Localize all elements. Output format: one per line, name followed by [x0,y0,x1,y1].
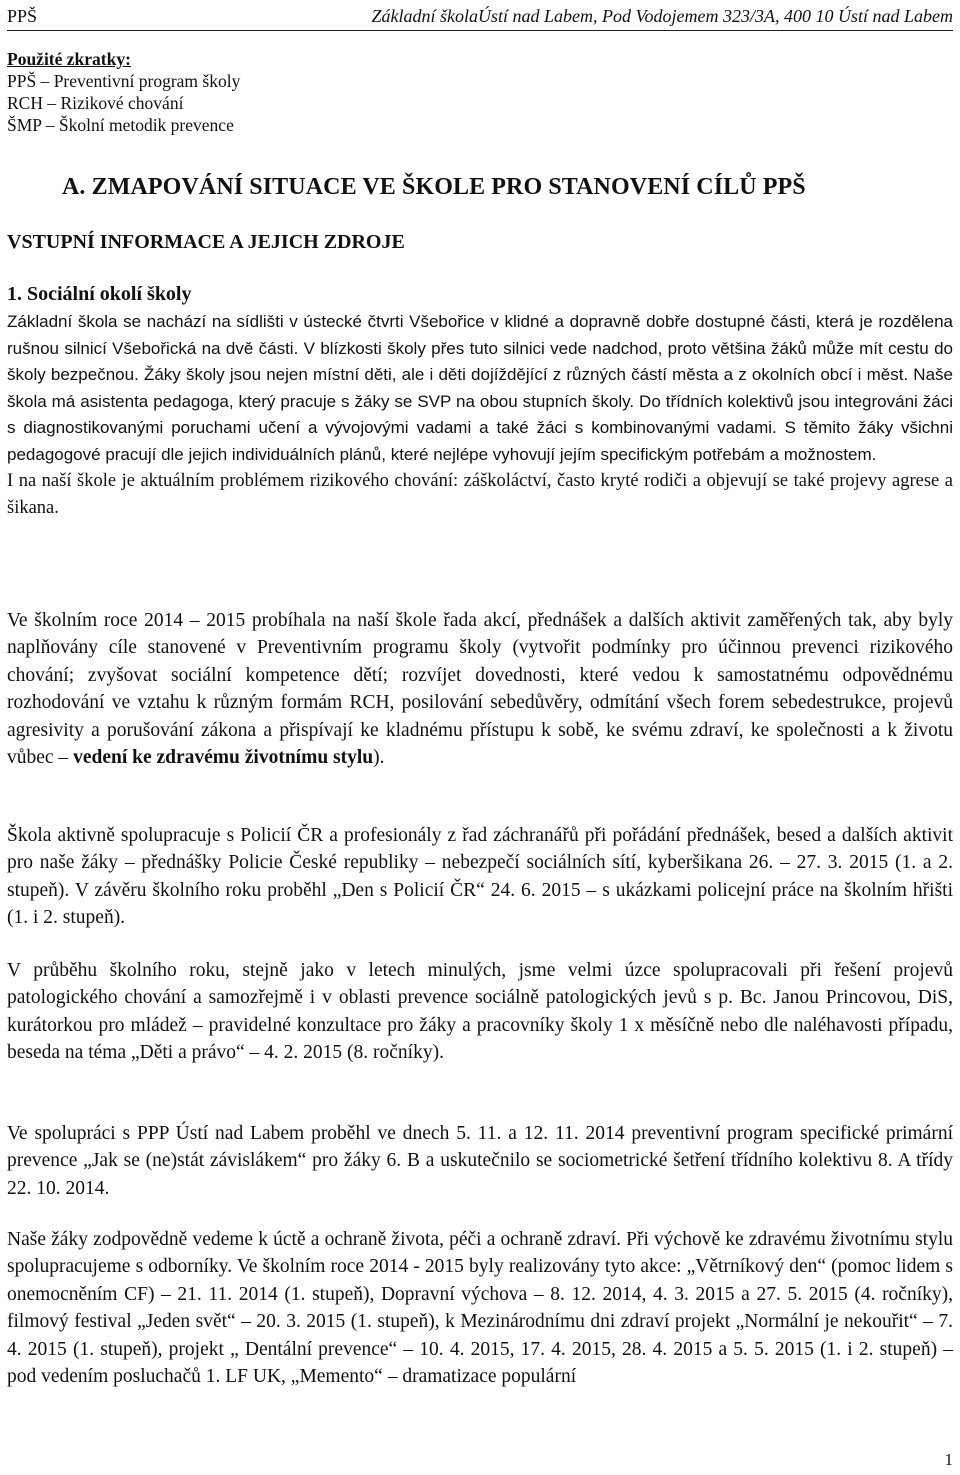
section-social-environment [7,283,953,521]
header-school-address: Základní školaÚstí nad Labem, Pod Vodojemem 323/3A, 400 10 Ústí nad Labem [371,6,953,26]
header-abbreviation: PPŠ [7,6,38,26]
paragraph-curator: V průběhu školního roku, stejně jako v letech minulých, jsme velmi úzce spolupracovali při řešení projevů patologického chování a samozřejmě i v oblasti prevence sociálně patologických jevů s p. Bc. Janou Princovou, DiS, kurátorkou pro mládež – pravidelné konzultace pro žáky a pracovníky školy 1 x měsíčně nebo dle naléhavosti případu, beseda na téma „Děti a právo“ – 4. 2. 2015 (8. ročníky). [7,960,953,1064]
paragraph-bold-text: vedení ke zdravému životnímu stylu [73,747,374,769]
abbreviation-item: RCH – Rizikové chování [7,93,184,113]
abbreviation-item: PPŠ – Preventivní program školy [7,71,241,91]
section1-heading: 1. Sociální okolí školy [7,283,192,305]
section1-paragraph-risk [7,468,953,521]
paragraph-police: Škola aktivně spolupracuje s Policií ČR a profesionály z řad záchranářů při pořádání přednášek, besed a dalších aktivit pro naše žáky – přednášky Policie České republiky – nebezpečí sociálních sítí, kyberšikana 26. – 27. 3. 2015 (1. a 2. stupeň). V závěru školního roku proběhl „Den s Policií ČR“ 24. 6. 2015 – s ukázkami policejní práce na školním hřišti (1. i 2. stupeň). [7,825,953,929]
paragraph-end: ). [373,747,385,769]
sub-heading: VSTUPNÍ INFORMACE A JEJICH ZDROJE [7,231,405,253]
page-number: 1 [944,1450,953,1469]
paragraph-school-year [7,607,953,771]
section-heading: A. ZMAPOVÁNÍ SITUACE VE ŠKOLE PRO STANOVENÍ CÍLŮ PPŠ [62,174,806,200]
abbreviations-title: Použité zkratky: [7,49,131,69]
paragraph-health: Naše žáky zodpovědně vedeme k úctě a ochraně života, péči a ochraně zdraví. Při výchově ke zdravému životnímu stylu spolupracujeme s odborníky. Ve školním roce 2014 - 2015 byly realizovány tyto akce: „Větrníkový den“ (pomoc lidem s onemocněním CF) – 21. 11. 2014 (1. stupeň), Dopravní výchova – 8. 12. 2014, 4. 3. 2015 a 27. 5. 2015 (4. ročníky), filmový festival „Jeden svět“ – 20. 3. 2015 (1. stupeň), k Mezinárodnímu dni zdraví projekt „Normální je nekouřit“ – 7. 4. 2015 (1. stupeň), projekt „ Dentální prevence“ – 10. 4. 2015, 17. 4. 2015, 28. 4. 2015 a 5. 5. 2015 (1. i 2. stupeň) – pod vedením posluchačů 1. LF UK, „Memento“ – dramatizace populární [7,1229,953,1388]
paragraph-ppp: Ve spolupráci s PPP Ústí nad Labem proběhl ve dnech 5. 11. a 12. 11. 2014 preventivní program specifické primární prevence „Jak se (ne)stát závislákem“ pro žáky 6. B a uskutečnilo se sociometrické šetření třídního kolektivu 8. A třídy 22. 10. 2014. [7,1123,953,1199]
paragraph-text: Ve školním roce 2014 – 2015 probíhala na naší škole řada akcí, přednášek a dalších aktivit zaměřených tak, aby byly naplňovány cíle stanovené v Preventivním programu školy (vytvořit podmínky pro účinnou prevenci rizikového chování; zvyšovat sociální kompetence dětí; rozvíjet dovednosti, které vedou k samostatnému odpovědnému rozhodování ve vztahu k různým formám RCH, posilování sebedůvěry, odmítání všech forem sebedestrukce, projevů agresivity a porušování zákona a přispívají ke kladnému přístupu k sobě, ke svému zdraví, ke společnosti a k životu vůbec – [7,610,953,769]
abbreviations-block [7,48,240,136]
section1-paragraph: Základní škola se nachází na sídlišti v ústecké čtvrti Všebořice v klidné a dopravně dobře dostupné části, která je rozdělena rušnou silnicí Všebořická na dvě části. V blízkosti školy přes tuto silnici vede nadchod, proto většina žáků může mít cestu do školy bezpečnou. Žáky školy jsou nejen místní děti, ale i děti dojíždějící z různých částí města a z okolních obcí i měst. Naše škola má asistenta pedagoga, který pracuje s žáky se SVP na obou stupních školy. Do třídních kolektivů jsou integrováni žáci s diagnostikovanými poruchami učení a vývojovými vadami a také žáci s kombinovanými vadami. S těmito žáky všichni pedagogové pracují dle jejich individuálních plánů, které nejlépe vyhovují jejím specifickým potřebám a možnostem. [7,312,953,464]
abbreviation-item: ŠMP – Školní metodik prevence [7,115,234,135]
section1-risk-text: I na naší škole je aktuálním problémem rizikového chování: záškoláctví, často kryté rodiči a objevují se také projevy agrese a šikana. [7,471,953,518]
page-header [7,2,953,31]
